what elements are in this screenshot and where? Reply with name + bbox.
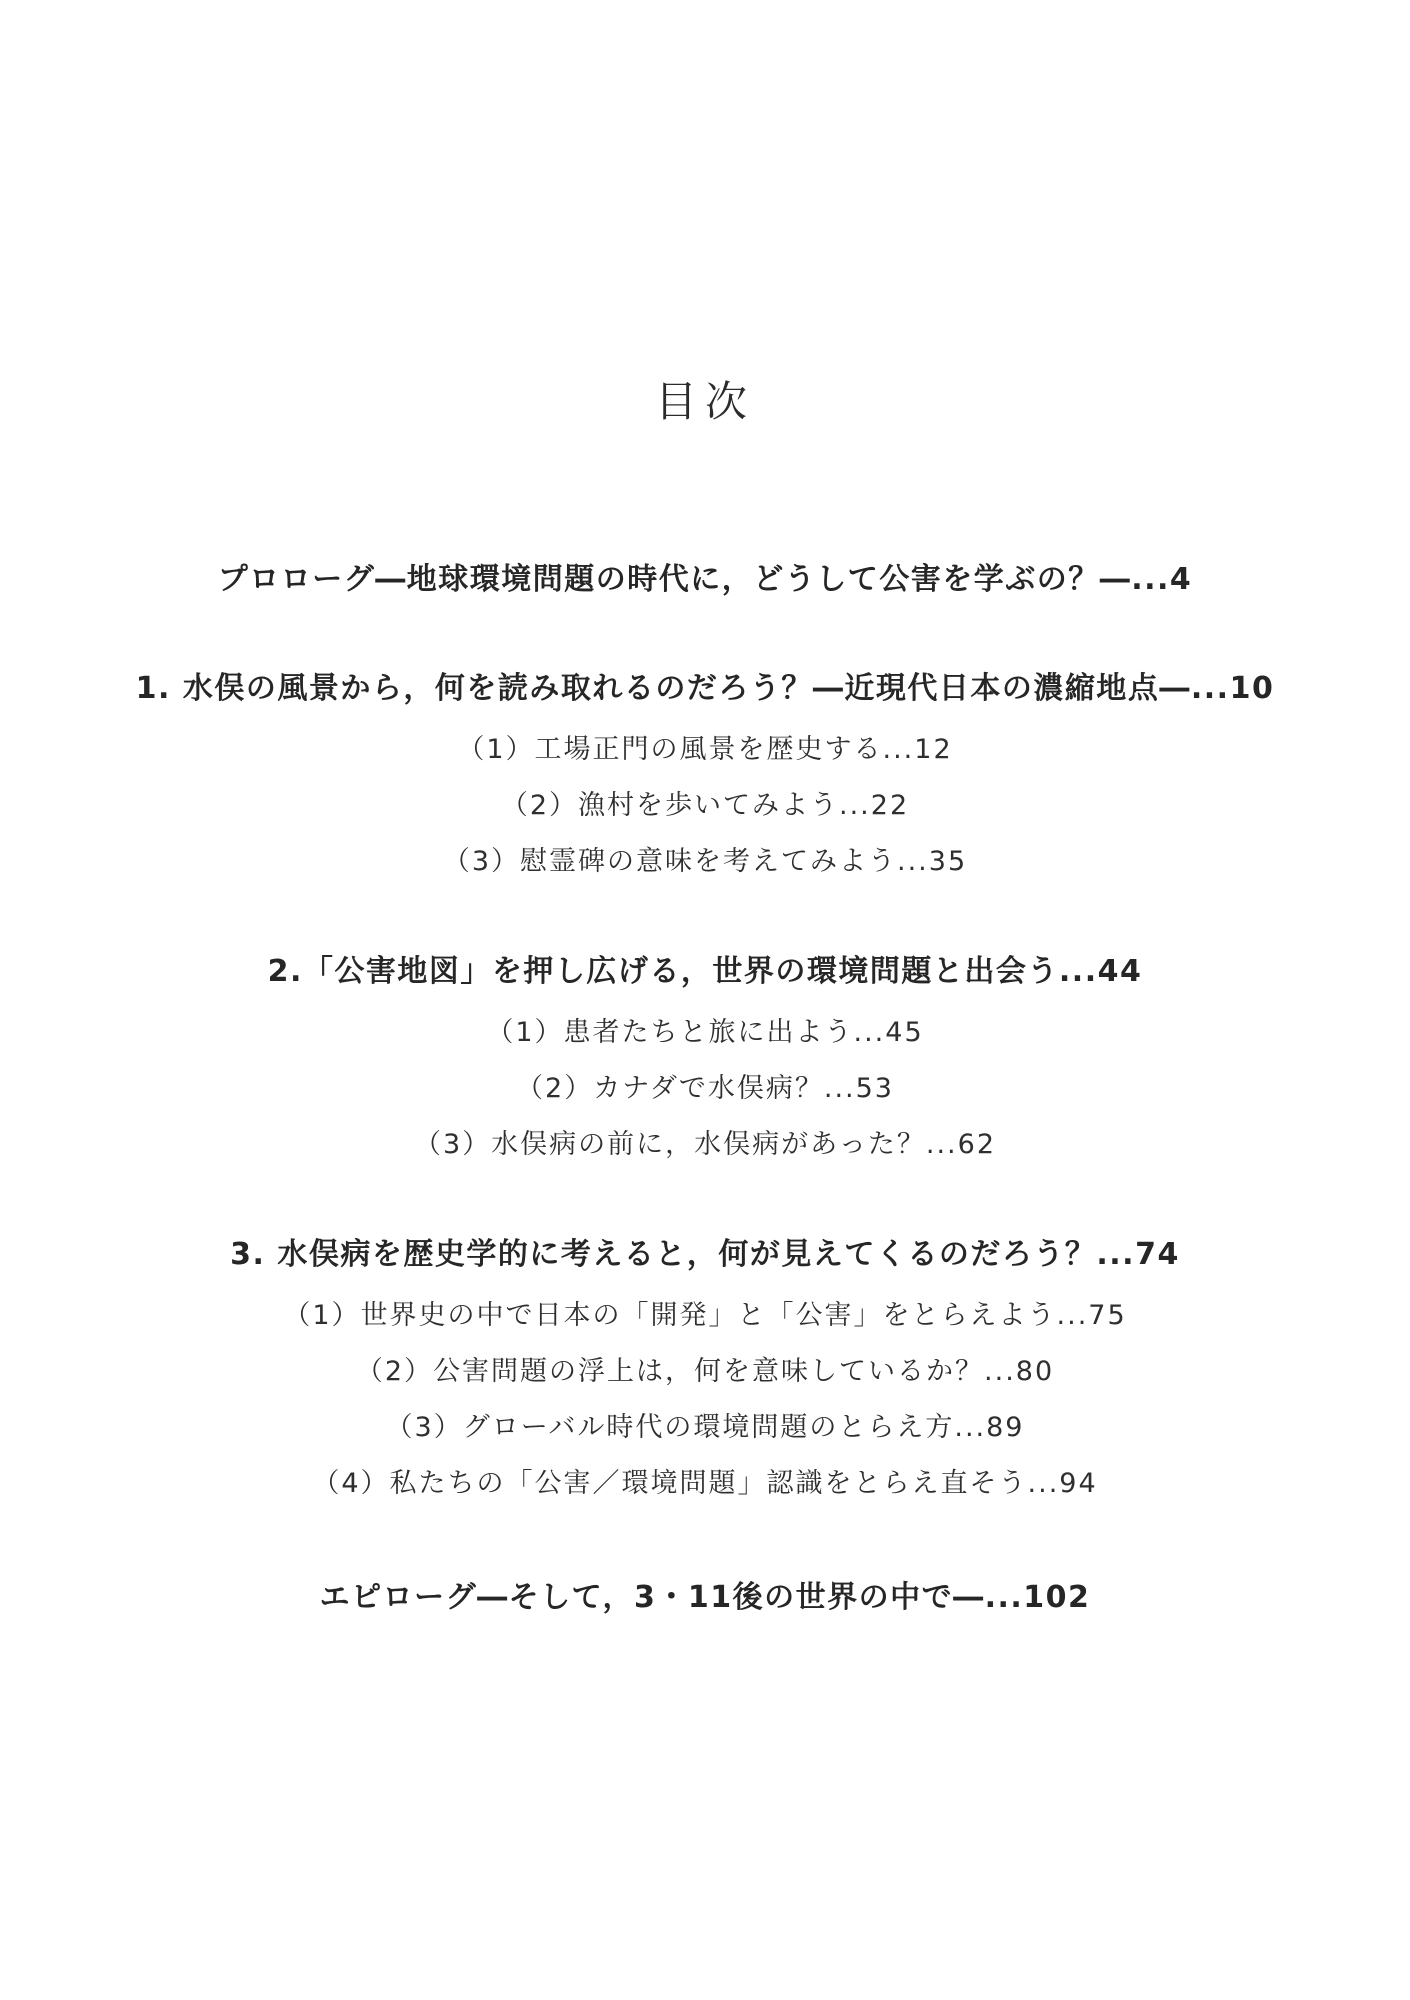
toc-section-1-3: （3）慰霊碑の意味を考えてみよう...35: [442, 846, 968, 877]
toc-section-3-2: （2）公害問題の浮上は，何を意味しているか？...80: [355, 1356, 1055, 1387]
toc-title: 目次: [654, 377, 755, 426]
toc-section-2-1: （1）患者たちと旅に出よう...45: [486, 1017, 924, 1048]
toc-chapter-1: 1. 水俣の風景から，何を読み取れるのだろう？―近現代日本の濃縮地点―...10: [135, 671, 1275, 706]
toc-section-1-1: （1）工場正門の風景を歴史する...12: [457, 734, 953, 765]
toc-prologue: プロローグ―地球環境問題の時代に，どうして公害を学ぶの？―...4: [217, 562, 1193, 597]
toc-section-3-4: （4）私たちの「公害／環境問題」認識をとらえ直そう...94: [312, 1468, 1098, 1499]
toc-section-3-3: （3）グローバル時代の環境問題のとらえ方...89: [385, 1412, 1025, 1443]
toc-section-1-2: （2）漁村を歩いてみよう...22: [500, 790, 910, 821]
toc-chapter-3: 3. 水俣病を歴史学的に考えると，何が見えてくるのだろう？...74: [230, 1237, 1180, 1272]
toc-section-2-3: （3）水俣病の前に，水俣病があった？...62: [413, 1129, 996, 1160]
toc-section-2-2: （2）カナダで水俣病？...53: [516, 1073, 894, 1104]
toc-section-3-1: （1）世界史の中で日本の「開発」と「公害」をとらえよう...75: [283, 1300, 1127, 1331]
toc-chapter-2: 2.「公害地図」を押し広げる，世界の環境問題と出会う...44: [267, 954, 1143, 989]
toc-epilogue: エピローグ―そして，3・11後の世界の中で―...102: [319, 1580, 1091, 1615]
